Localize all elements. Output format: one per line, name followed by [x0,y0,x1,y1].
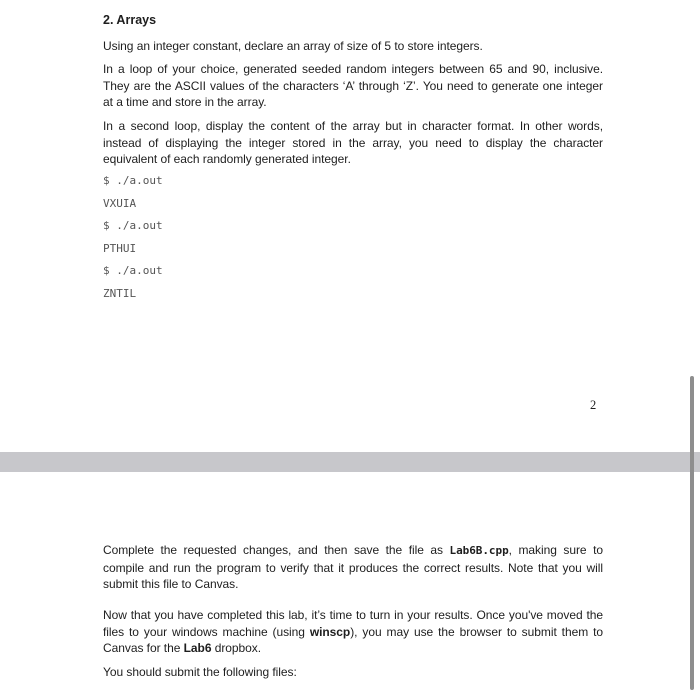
paragraph-random-loop [103,61,603,111]
paragraph-array-declaration [103,38,603,55]
paragraph-submit-files [103,664,603,681]
section-heading: 2. Arrays [103,13,157,27]
paragraph-text: You should submit the following files: [103,665,297,679]
filename-text: Lab6B.cpp [449,544,509,557]
document-page-bottom [0,472,700,690]
dropbox-name-text: Lab6 [183,641,212,656]
text-run: Now that you have completed this lab, it’s time to turn in your results. Once you've moved the files to your windows machine (using [103,608,603,639]
terminal-command: $ ./a.out [103,264,163,277]
terminal-command: $ ./a.out [103,174,163,187]
vertical-scrollbar[interactable] [690,376,694,690]
paragraph-display-loop [103,118,603,168]
paragraph-text: In a second loop, display the content of the array but in character format. In other words, instead of displaying the integer stored in the array, you need to display the character equivalent of each randomly generated integer. [103,119,603,167]
paragraph-submit-instructions [103,607,603,657]
text-run: , making sure to compile and run the program to verify that it produces the correct results. Note that you will submit this file to Canvas. [103,543,603,592]
tool-name-text: winscp [309,624,351,639]
paragraph-text: Using an integer constant, declare an array of size of 5 to store integers. [103,39,483,53]
paragraph-text: In a loop of your choice, generated seeded random integers between 65 and 90, inclusive. They are the ASCII values of the characters ‘A’ through ‘Z’. You need to generate one integer at a time and store in the array. [103,62,603,110]
terminal-output: PTHUI [103,242,137,255]
text-run: ), you may use the browser to submit them to Canvas for the [103,624,603,656]
text-run: dropbox. [211,641,262,656]
paragraph-text [103,542,603,593]
paragraph-text [103,607,603,657]
page-separator [0,452,700,472]
text-run: Complete the requested changes, and then save the file as [103,543,450,557]
terminal-output: ZNTIL [103,287,137,300]
terminal-command: $ ./a.out [103,219,163,232]
page-number: 2 [590,398,597,412]
terminal-output: VXUIA [103,197,137,210]
paragraph-save-file [103,542,603,593]
